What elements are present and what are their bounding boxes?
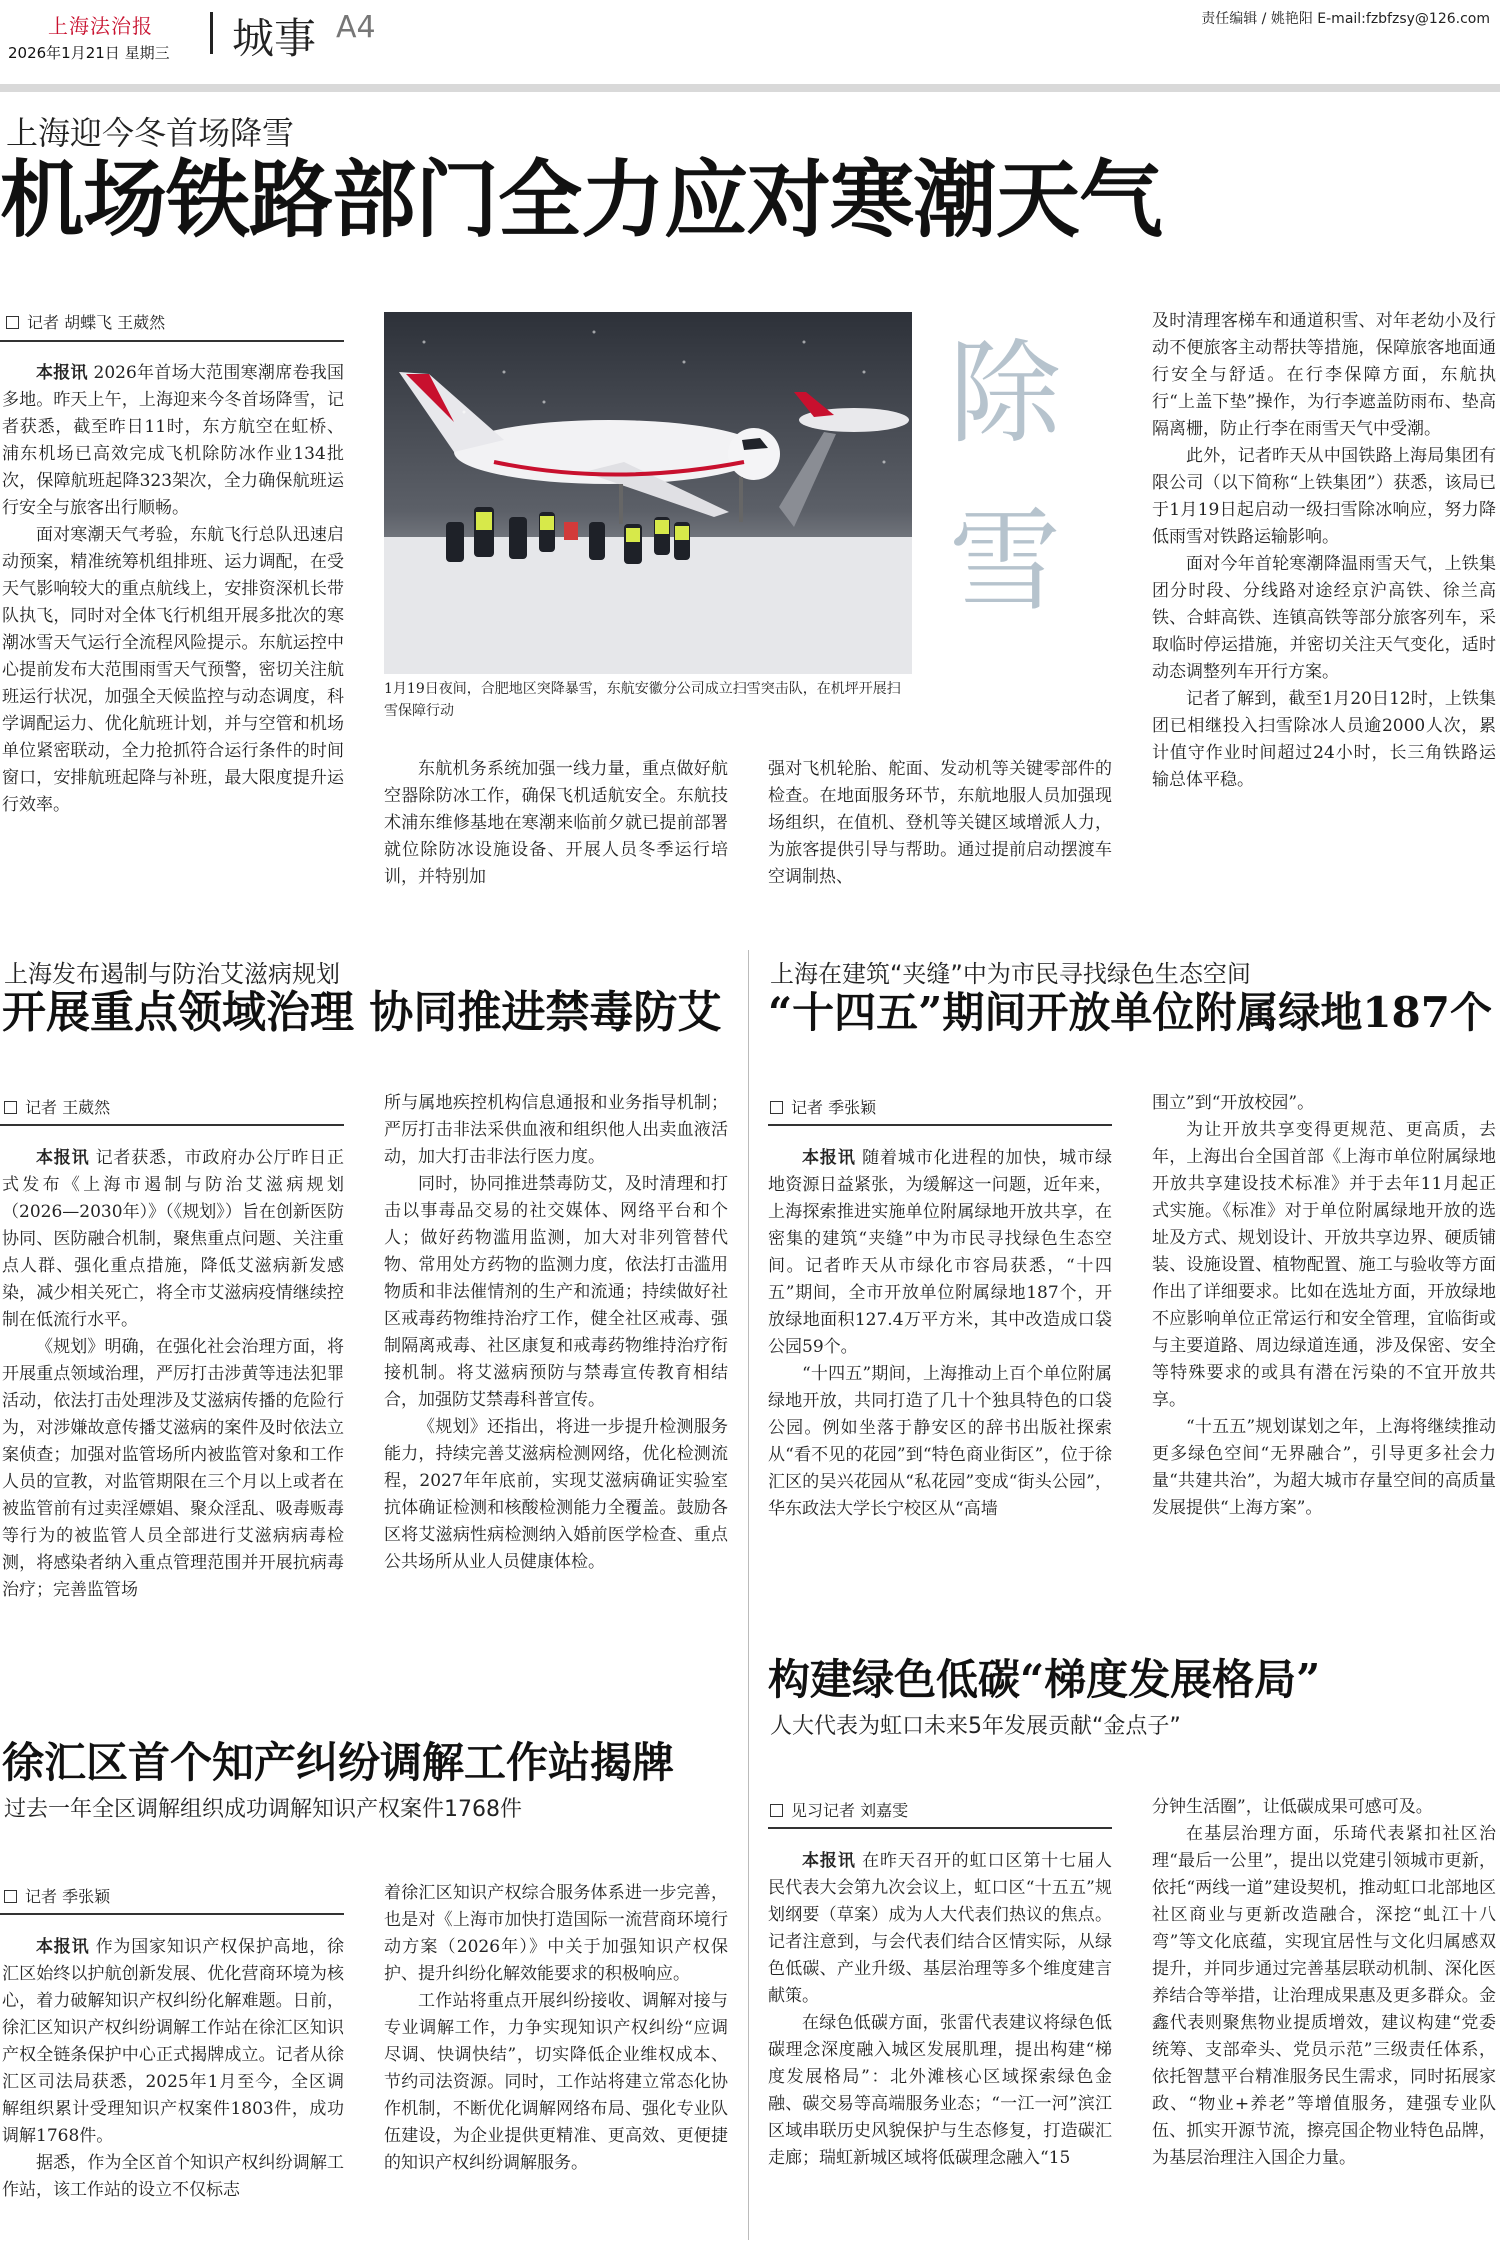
story1-column-4: 及时清理客梯车和通道积雪、对年老幼小及行动不便旅客主动帮扶等措施，保障旅客地面通行安全与舒适。在行李保障方面，东航执行“上盖下垫”操作，为行李遮盖防雨布、垫高隔离栅，防止行李在雨雪天气中受潮。 此外，记者昨天从中国铁路上海局集团有限公司（以下简称“上铁集团”）获悉，该局已于1月19日起启动一级扫雪除冰响应，努力降低雨雪对铁路运输影响。 面对今年首轮寒潮降温雨雪天气，上铁集团分时段、分线路对途经京沪高铁、徐兰高铁、合蚌高铁、连镇高铁等部分旅客列车，采取临时停运措施，并密切关注天气变化，适时动态调整列车开行方案。 记者了解到，截至1月20日12时，上铁集团已相继投入扫雪除冰人员逾2000人次，累计值守作业时间超过24小时，长三角铁路运输总体平稳。 bbox=[1152, 311, 1496, 790]
story5-column-1: 本报讯 在昨天召开的虹口区第十七届人民代表大会第九次会议上，虹口区“十五五”规划纲要（草案）成为人大代表们热议的焦点。记者注意到，与会代表们结合区情实际，从绿色低碳、产业升级、基层治理等多个维度建言献策。 在绿色低碳方面，张雷代表建议将绿色低碳理念深度融入城区发展肌理，提出构建“梯度发展格局”：北外滩核心区域探索绿色金融、碳交易等高端服务业态；“一江一河”滨江区域串联历史风貌保护与生态修复，打造碳汇走廊；瑞虹新城区域将低碳理念融入“15 bbox=[768, 1851, 1112, 2168]
story4-subhead: 过去一年全区调解组织成功调解知识产权案件1768件 bbox=[4, 1797, 522, 1822]
news-photo-snow-clearing bbox=[384, 312, 912, 674]
story1-column-1: 本报讯 2026年首场大范围寒潮席卷我国多地。昨天上午，上海迎来今冬首场降雪，记者获悉，截至昨日11时，东方航空在虹桥、浦东机场已高效完成飞机除防冰作业134批次，保障航班起降323架次，全力确保航班运行安全与旅客出行顺畅。 面对寒潮天气考验，东航飞行总队迅速启动预案，精准统筹机组排班、运力调配，在受天气影响较大的重点航线上，安排资深机长带队执飞，同时对全体飞行机组开展多批次的寒潮冰雪天气运行全流程风险提示。东航运控中心提前发布大范围雨雪天气预警，密切关注航班运行状况，加强全天候监控与动态调度，科学调配运力、优化航班计划，并与空管和机场单位紧密联动，全力抢抓符合运行条件的时间窗口，安排航班起降与补班，最大限度提升运行效率。 bbox=[2, 363, 344, 815]
story5-column-2: 分钟生活圈”，让低碳成果可感可及。 在基层治理方面，乐琦代表紧扣社区治理“最后一公里”，提出以党建引领城市更新，依托“两线一道”建设契机，推动虹口北部地区社区商业与更新改造融合，深挖“虬江十八弯”等文化底蕴，实现宜居性与文化归属感双提升，并同步通过完善基层联动机制、深化医养结合等举措，让治理成果惠及更多群众。金鑫代表则聚焦物业提质增效，建议构建“党委统筹、支部牵头、党员示范”三级责任体系，依托智慧平台精准服务民生需求，同时拓展家政、“物业+养老”等增值服务，建强专业队伍、抓实开源节流，擦亮国企物业特色品牌，为基层治理注入国企力量。 bbox=[1152, 1797, 1496, 2168]
editor-credit: 责任编辑 / 姚艳阳 E-mail:fzbfzsy@126.com bbox=[1201, 11, 1490, 27]
masthead-rule bbox=[0, 84, 1500, 92]
story4-column-2: 着徐汇区知识产权综合服务体系进一步完善，也是对《上海市加快打造国际一流营商环境行动方案（2026年）》中关于加强知识产权保护、提升纠纷化解效能要求的积极响应。 工作站将重点开展纠纷接收、调解对接与专业调解工作，力争实现知识产权纠纷“应调尽调、快调快结”，切实降低企业维权成本、节约司法资源。同时，工作站将建立常态化协作机制，不断优化调解网络布局、强化专业队伍建设，为企业提供更精准、更高效、更便捷的知识产权纠纷调解服务。 bbox=[384, 1883, 728, 2173]
story3-kicker: 上海在建筑“夹缝”中为市民寻找绿色生态空间 bbox=[770, 960, 1251, 988]
byline-rule bbox=[768, 1124, 1112, 1126]
story2-byline: 记者 王葳然 bbox=[4, 1095, 110, 1118]
story2-headline: 开展重点领域治理 协同推进禁毒防艾 bbox=[2, 987, 722, 1038]
byline-rule bbox=[0, 1124, 344, 1126]
issue-date: 2026年1月21日 星期三 bbox=[8, 44, 170, 62]
masthead-logo: 上海法治报 bbox=[48, 14, 153, 38]
story1-byline: 记者 胡蝶飞 王葳然 bbox=[6, 310, 165, 333]
photo-caption: 1月19日夜间，合肥地区突降暴雪，东航安徽分公司成立扫雪突击队，在机坪开展扫雪保障行动 bbox=[384, 681, 901, 719]
story3-column-2: 围立”到“开放校园”。 为让开放共享变得更规范、更高质，去年，上海出台全国首部《上海市单位附属绿地开放共享建设技术标准》并于去年11月起正式实施。《标准》对于单位附属绿地开放的选址及方式、规划设计、开放共享边界、硬质铺装、设施设置、植物配置、施工与验收等方面作出了详细要求。比如在选址方面，开放绿地不应影响单位正常运行和安全管理，宜临街或与主要道路、周边绿道连通，涉及保密、安全等特殊要求的或具有潜在污染的不宜开放共享。 “十五五”规划谋划之年，上海将继续推动更多绿色空间“无界融合”，引导更多社会力量“共建共治”，为超大城市存量空间的高质量发展提供“上海方案”。 bbox=[1152, 1093, 1496, 1518]
story3-headline: “十四五”期间开放单位附属绿地187个 bbox=[768, 988, 1492, 1037]
story5-headline: 构建绿色低碳“梯度发展格局” bbox=[768, 1655, 1321, 1704]
section-name: 城事 bbox=[232, 14, 317, 63]
story1-column-3: 强对飞机轮胎、舵面、发动机等关键零部件的检查。在地面服务环节，东航地服人员加强现场组织，在值机、登机等关键区域增派人力，为旅客提供引导与帮助。通过提前启动摆渡车空调制热、 bbox=[768, 759, 1112, 887]
byline-rule bbox=[768, 1827, 1112, 1829]
story3-byline: 记者 季张颖 bbox=[770, 1095, 876, 1118]
story5-subhead: 人大代表为虹口未来5年发展贡献“金点子” bbox=[770, 1714, 1181, 1739]
story5-byline: 见习记者 刘嘉雯 bbox=[770, 1798, 908, 1821]
story2-column-1: 本报讯 记者获悉，市政府办公厅昨日正式发布《上海市遏制与防治艾滋病规划（2026—2030年）》（《规划》）旨在创新医防协同、医防融合机制，聚焦重点问题、关注重点人群、强化重点措施，降低艾滋病新发感染，减少相关死亡，将全市艾滋病疫情继续控制在低流行水平。 《规划》明确，在强化社会治理方面，将开展重点领域治理，严厉打击涉黄等违法犯罪活动，依法打击处理涉及艾滋病传播的危险行为，对涉嫌故意传播艾滋病的案件及时依法立案侦查；加强对监管场所内被监管对象和工作人员的宣教，对监管期限在三个月以上或者在被监管前有过卖淫嫖娼、聚众淫乱、吸毒贩毒等行为的被监管人员全部进行艾滋病病毒检测，将感染者纳入重点管理范围并开展抗病毒治疗；完善监管场 bbox=[2, 1148, 344, 1600]
story1-kicker: 上海迎今冬首场降雪 bbox=[6, 114, 295, 152]
byline-rule bbox=[0, 340, 344, 342]
story1-column-2: 东航机务系统加强一线力量，重点做好航空器除防冰工作，确保飞机适航安全。东航技术浦东维修基地在寒潮来临前夕就已提前部署就位除防冰设施设备、开展人员冬季运行培训，并特别加 bbox=[384, 759, 728, 887]
story4-column-1: 本报讯 作为国家知识产权保护高地，徐汇区始终以护航创新发展、优化营商环境为核心，着力破解知识产权纠纷化解难题。日前，徐汇区知识产权纠纷调解工作站在徐汇区知识产权全链条保护中心正式揭牌成立。记者从徐汇区司法局获悉，2025年1月至今，全区调解组织累计受理知识产权案件1803件，成功调解1768件。 据悉，作为全区首个知识产权纠纷调解工作站，该工作站的设立不仅标志 bbox=[2, 1937, 344, 2200]
story4-headline: 徐汇区首个知产纠纷调解工作站揭牌 bbox=[2, 1738, 675, 1787]
byline-rule bbox=[0, 1913, 344, 1915]
story2-column-2: 所与属地疾控机构信息通报和业务指导机制；严厉打击非法采供血液和组织他人出卖血液活动，加大打击非法行医力度。 同时，协同推进禁毒防艾，及时清理和打击以事毒品交易的社交媒体、网络平台和个人；做好药物滥用监测，加大对非列管替代物、常用处方药物的监测力度，依法打击滥用物质和非法催情剂的生产和流通；持续做好社区戒毒药物维持治疗工作，健全社区戒毒、强制隔离戒毒、社区康复和戒毒药物维持治疗衔接机制。将艾滋病预防与禁毒宣传教育相结合，加强防艾禁毒科普宣传。 《规划》还指出，将进一步提升检测服务能力，持续完善艾滋病检测网络，优化检测流程，2027年年底前，实现艾滋病确证实验室抗体确证检测和核酸检测能力全覆盖。鼓励各区将艾滋病性病检测纳入婚前医学检查、重点公共场所从业人员健康体检。 bbox=[384, 1093, 728, 1572]
story3-column-1: 本报讯 随着城市化进程的加快，城市绿地资源日益紧张，为缓解这一问题，近年来，上海探索推进实施单位附属绿地开放共享，在密集的建筑“夹缝”中为市民寻找绿色生态空间。记者昨天从市绿化市容局获悉，“十四五”期间，全市开放单位附属绿地187个，开放绿地面积127.4万平方米，其中改造成口袋公园59个。 “十四五”期间，上海推动上百个单位附属绿地开放，共同打造了几十个独具特色的口袋公园。例如坐落于静安区的辞书出版社探索从“看不见的花园”到“特色商业街区”，位于徐汇区的吴兴花园从“私花园”变成“街头公园”，华东政法大学长宁校区从“高墙 bbox=[768, 1148, 1112, 1519]
story1-headline: 机场铁路部门全力应对寒潮天气 bbox=[0, 150, 1163, 249]
column-divider bbox=[748, 950, 749, 2240]
masthead-divider bbox=[210, 12, 213, 54]
story2-kicker: 上海发布遏制与防治艾滋病规划 bbox=[4, 960, 340, 988]
calligraphy-decoration: 除 雪 bbox=[949, 329, 1061, 627]
page-number: A4 bbox=[336, 10, 376, 45]
story4-byline: 记者 季张颖 bbox=[4, 1884, 110, 1907]
